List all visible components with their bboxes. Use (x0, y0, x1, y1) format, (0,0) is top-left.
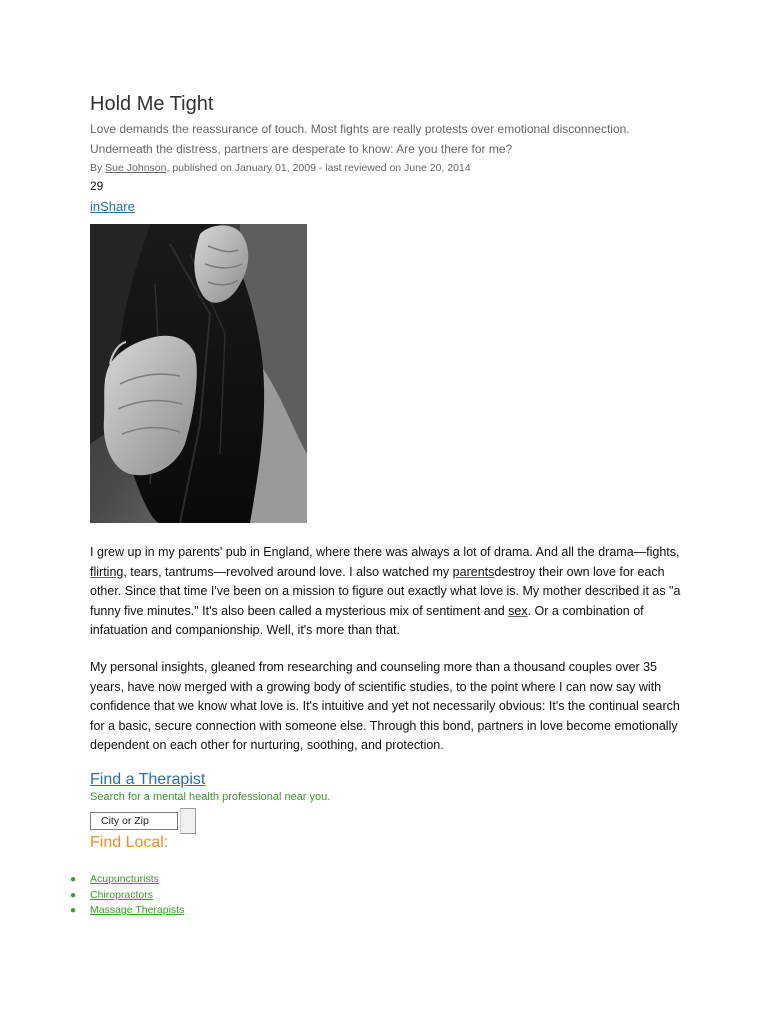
therapist-search (90, 808, 198, 833)
chiropractors-link[interactable]: Chiropractors (90, 888, 154, 901)
find-local-heading: Find Local: (90, 834, 169, 851)
therapist-subtext: Search for a mental health professional near you. (90, 791, 331, 803)
list-item (66, 888, 184, 904)
paragraph-1-text-4: . Or a combination of infatuation and companionship. Well, it's more than that. (90, 603, 644, 638)
paragraph-1-text-3: destroy their own love for each other. Since that time I've been on a mission to figure out exactly what love is. My mother described it as "a funny five minutes." It's also been called a mysterious mix of sentiment and (90, 564, 681, 618)
sex-link[interactable]: sex (508, 603, 528, 618)
article-title: Hold Me Tight (90, 93, 214, 115)
search-button[interactable] (180, 808, 196, 834)
find-local-list (66, 872, 184, 919)
flirting-link[interactable]: flirting (90, 564, 124, 579)
byline-prefix: By (90, 162, 106, 174)
byline-date: , published on January 01, 2009 - last reviewed on June 20, 2014 (166, 162, 471, 174)
city-zip-input[interactable] (90, 812, 178, 830)
bullet-icon: ● (70, 874, 77, 885)
acupuncturists-link[interactable]: Acupuncturists (90, 873, 159, 885)
byline (90, 162, 471, 174)
massage-therapists-link[interactable]: Massage Therapists (90, 904, 185, 916)
article-photo (90, 224, 307, 523)
article-paragraph-1 (90, 543, 690, 641)
linkedin-share-link[interactable]: inShare (90, 199, 135, 214)
article-subtitle: Love demands the reassurance of touch. Most fights are really protests over emotional disconnection. Underneath the distress, partners are desperate to know: Are you there for me? (90, 122, 630, 156)
parents-link[interactable]: parents (452, 564, 495, 579)
share-count: 29 (90, 179, 104, 193)
author-link[interactable]: Sue Johnson (105, 162, 167, 174)
article-paragraph-2: My personal insights, gleaned from researching and counseling more than a thousand couples over 35 years, have now merged with a growing body of scientific studies, to the point where I can now say with confidence that we know what love is. It's intuitive and yet not necessarily obvious: It's the continual search for a basic, secure connection with someone else. Through this bond, partners in love become emotionally dependent on each other for nurturing, soothing, and protection. (90, 660, 680, 753)
paragraph-1-text-1: I grew up in my parents' pub in England, where there was always a lot of drama. And all the drama—fights, (90, 545, 680, 559)
list-item (66, 872, 184, 888)
bullet-icon: ● (70, 889, 77, 901)
bullet-icon: ● (70, 905, 77, 916)
find-therapist-link[interactable]: Find a Therapist (90, 771, 206, 788)
list-item (66, 903, 184, 919)
paragraph-1-text-2: , tears, tantrums—revolved around love. I also watched my (123, 564, 453, 579)
